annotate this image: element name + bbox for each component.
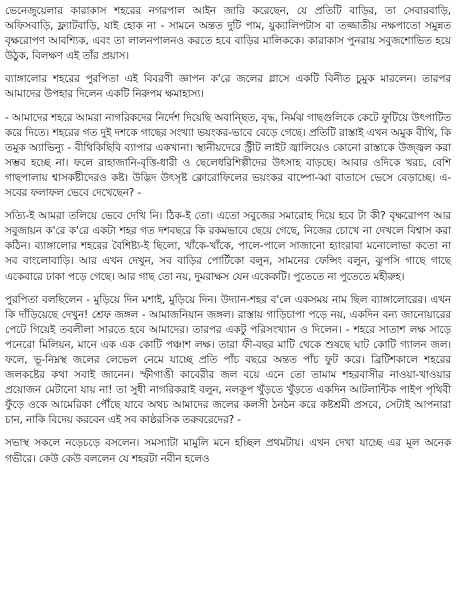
paragraph-mayor-statistics: পুরপিতা বলছিলেন - মুড়িয়ে দিন মশাই, মুড়িয়ে দিন। উদ্যান-শহর ব'লে একসময় নাম ছিল ব্যাঙ্গালোরের। এখন কি দাঁড়িয়েছে দেখুন! শ্রেফ জঙ্গল - আমাজনিয়ান জঙ্গল। রাস্তায় গাড়িচাপা পড়ে নয়, একদিন বন্য জানোয়ারের পেটে গিয়েই তবলীলা সারতে হবে আমাদের। তারপর একটু পরিসংখ্যান ও দিলেন। - শহরে সাতাশ লক্ষ সাড়ে পনেরো মিলিয়ন, মানে এক এক কোটি পঞ্চাশ লক্ষ। তারা ফী-বছর মাটি থেকে শুষছে ঘাট কোটি গ্যালন জল। ফলে, ভূ-নিম্নস্থ জলের লেভেল নেমে যাচ্ছে প্রতি পাঁচ বছরে অন্তত পাঁচ ফুট করে। ব্রিটিশকালে শহরের জলকষ্টের কথা সবাই জানেন। স্ফীগাঙী কাবেরীর জল বয়ে এনে তো তামাম শহরবাসীর নাওয়া-খাওয়ার প্রয়োজন মেটানো যায় না! তা সুধী নাগরিকরাই বলুন, নলকূপ খুঁড়তে খুঁড়তে একদিন আটলান্টিক পাইপ পৃথিবী ফুঁড়ে ওকে আমেরিকা পৌঁছে যাবে অথচ আমাদের জলের কলসী ঠনঠন করে কষ্টশ্রমী প্রসবে, সেটাই আপনারা চান, নাকি বিদেয় করবেন এই সব কাষ্ঠরসিক তরুবরেদের? -	[5, 293, 451, 427]
paragraph-caracas: ভেনেজুয়েলার কারাকাস শহরের নগরপাল আইন জারি করেছেন, যে প্রতিটি বাড়ির, তা সেবারবাড়ি, অফিসবাড়ি, ফ্ল্যাটবাড়ি, যাই হোক না - সামনে অন্তত দুটি পাম, য়ুক্যালিপটাস বা তজ্জাতীয় নক্ষপাতো সমুন্নত বৃক্ষরোপণ আবশ্যিক, এবং তা লালনপালনও করতে হবে বাড়ির মালিককে। কারাকাস পুনরায় সবুজশোভিত হয়ে উঠুক, বিলক্ষণ এই তাঁর প্রয়াস।	[5, 5, 451, 63]
paragraph-audience: সভাস্থ সকলে নড়েচড়ে বসলেন। সমস্যাটা মামুলি মনে হচ্ছিল প্রথমটায়। এখন দেখা যাচ্ছে এর মূল অনেক গভীরে। কেউ কেউ বললেন যে শহরটা নবীন হলেও	[5, 437, 451, 465]
paragraph-reflection: সত্যি-ই আমরা তলিয়ে ভেবে দেখি নি। ঠিক-ই তো। এতো সবুজের সমারোহ দিয়ে হবে টা কী? বৃক্ষরোপণ আর সবুজায়ন ক'রে ক'রে একটা শহর গত দশবছরে কি রকমভাবে ছেয়ে গেছে, নিজের চোখে না দেখলে বিশ্বাস করা কঠিন। ব্যাঙ্গালোর শহরের বৈশিষ্ট্য-ই ছিলো, খাঁকে-খাঁকে, পালে-পালে সাজানো হ্যাংরাবা মনোলোভা কতো না সব বাংলোবাড়ি। আর এখন দেখুন, সব বাড়ির পোর্টিকো বলুন, সামনের ফেন্সিং বলুন, ঝুপসি গাছে গাছে একেবারে ঢাকা পড়ে গেছে। আর গাছ তো নয়, দুমরাক্ষস যেন একেকটি। পুতেতে না পুতেতে মহীরুহ।	[5, 210, 451, 283]
paragraph-mayor-directive: - আমাদের শহরে আমরা নাগরিকদের নির্দেশ দিয়েছি অবান্ছিত, বৃদ্ধ, নির্মঝ গাছগুলিকে কেটে ফুটিয়ে উৎপাটিত করে দিতে। শহরের গত দুই দশকে গাছের সংখ্যা ভয়ংকর-ভাবে বেড়ে গেছে। প্রতিটি রাস্তাই এখন অমুক বীথি, কি তমুক অ্যাভিন্যু - বীথিকিছিবি ব্যাপার একখানা। স্থানীয়দেরে স্ট্রীট লাইট জ্বালিয়েও কোনো রাস্তাকে উজ্জ্বল করা সম্ভব হচ্ছে না। ফলে রাহাজানি-বৃত্তি-ধারী ও ছেলেধরিশিল্পীদের উৎসাহ বাড়ছে। আবার ওদিকে খরচ, বেশি গাছপালায় শ্বাসকষ্টীদেরও কষ্ট। উদ্ভিদ উৎসৃষ্ট ক্লোরোফিলের ভয়ংকর বাষ্পো-ব্বা বাতাসে ভেসে বেড়াচ্ছে। এ-সবের ফলাফল ভেবে দেখেছেন? -	[5, 111, 451, 200]
paragraph-mayor-sip: ব্যাঙ্গালোর শহরের পুরপিতা এই বিবরণী জ্ঞাপন ক'রে জলের গ্লাসে একটি বিনীত চুমুক মারলেন। তারপর আমাদের উপহার দিলেন একটি নিরুপম ক্ষমাহাস্য।	[5, 73, 451, 101]
